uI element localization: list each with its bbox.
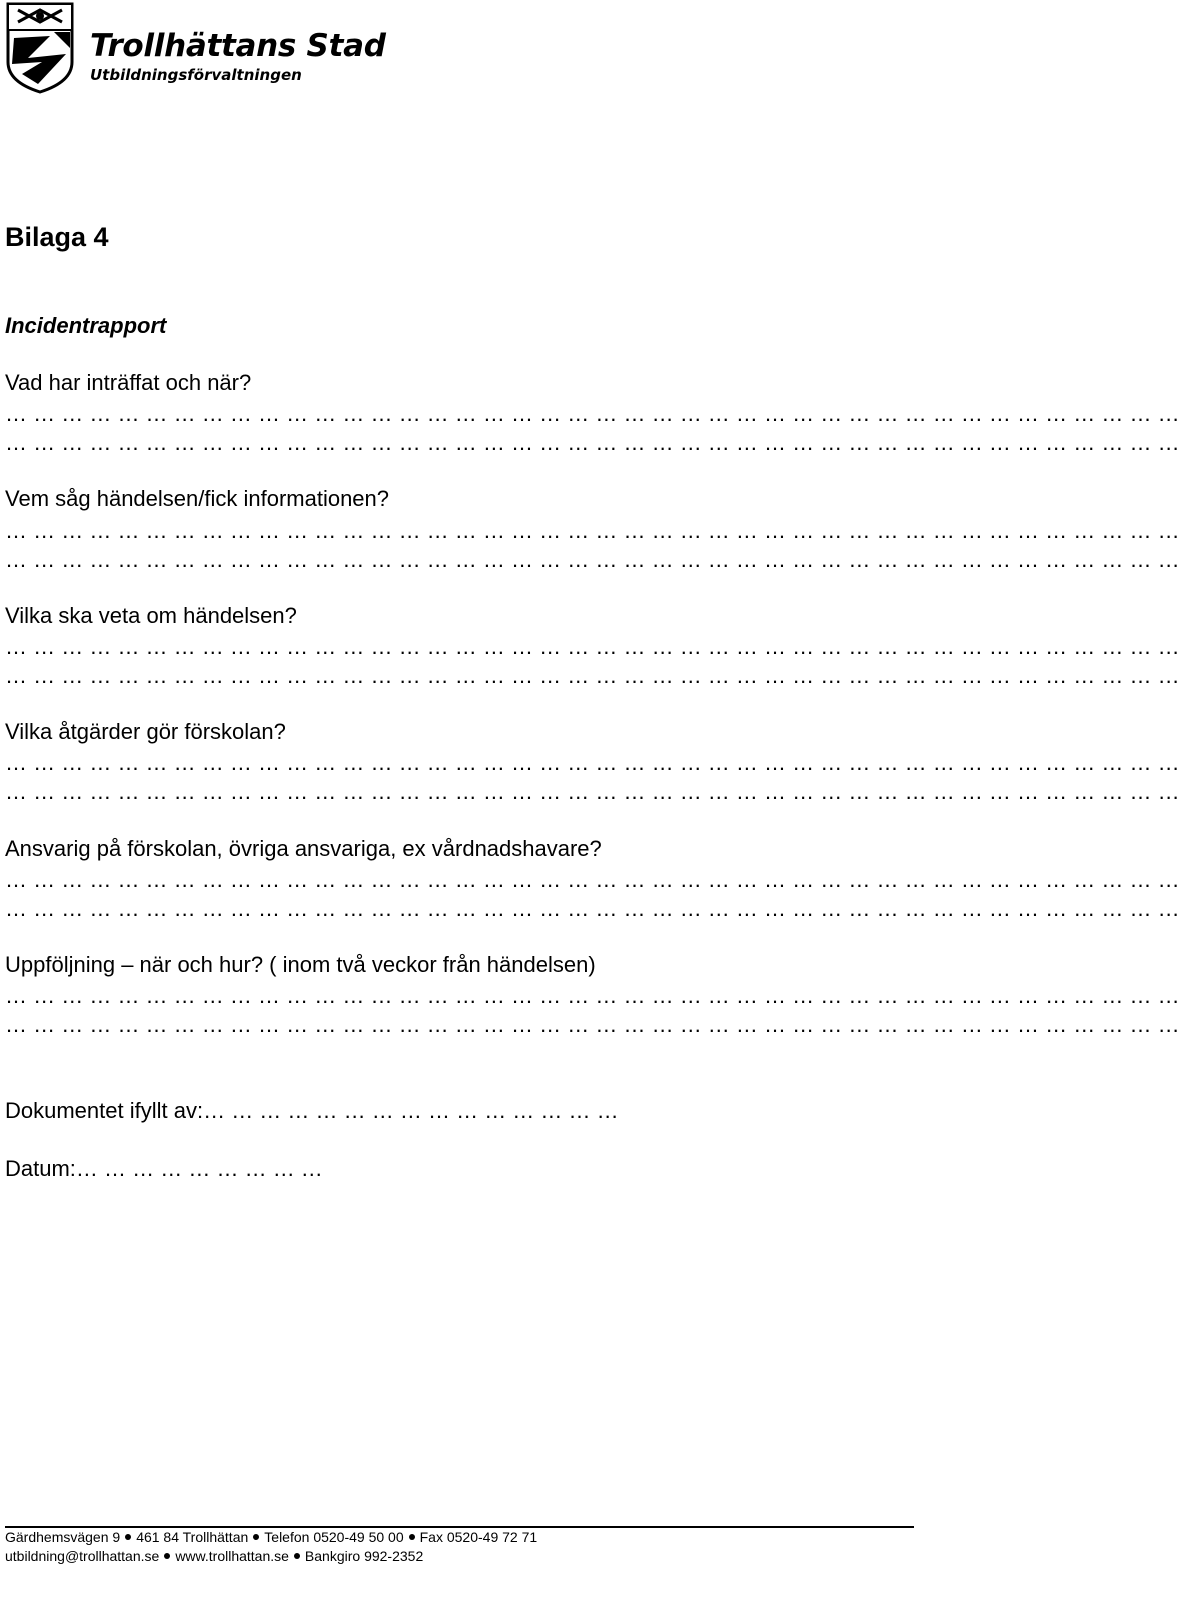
letterhead bbox=[4, 2, 424, 98]
document-title: Bilaga 4 bbox=[5, 222, 109, 252]
footer-web-line bbox=[5, 1548, 423, 1564]
question-label: Vad har inträffat och när? bbox=[5, 370, 252, 395]
department-name: Utbildningsförvaltningen bbox=[90, 66, 302, 84]
bullet-separator bbox=[125, 1534, 131, 1540]
footer-divider bbox=[5, 1526, 914, 1528]
footer-contact-line bbox=[5, 1529, 537, 1545]
answer-line[interactable]: … … … … … … … … … … … … … … … … … … … … … … … … … … … … … … … … … … … … … … … … … … bbox=[5, 430, 1180, 455]
answer-line[interactable]: … … … … … … … … … … … … … … … … … … … … … … … … … … … … … … … … … … … … … … … … … … bbox=[5, 634, 1180, 659]
document-subtitle: Incidentrapport bbox=[5, 313, 167, 338]
footer-fax: Fax 0520-49 72 71 bbox=[419, 1529, 538, 1545]
footer-website[interactable]: www.trollhattan.se bbox=[175, 1548, 289, 1564]
bullet-separator bbox=[409, 1534, 415, 1540]
bullet-separator bbox=[253, 1534, 259, 1540]
footer-bankgiro: Bankgiro 992-2352 bbox=[304, 1548, 424, 1564]
answer-line[interactable]: … … … … … … … … … … … … … … … … … … … … … … … … … … … … … … … … … … … … … … … … … … bbox=[5, 1012, 1180, 1037]
footer-postal: 461 84 Trollhättan bbox=[136, 1529, 249, 1545]
answer-line[interactable]: … … … … … … … … … … … … … … … … … … … … … … … … … … … … … … … … … … … … … … … … … … bbox=[5, 779, 1180, 804]
question-label: Vilka ska veta om händelsen? bbox=[5, 603, 297, 628]
question-label: Vilka åtgärder gör förskolan? bbox=[5, 719, 286, 744]
answer-line[interactable]: … … … … … … … … … … … … … … … … … … … … … … … … … … … … … … … … … … … … … … … … … … bbox=[5, 867, 1180, 892]
answer-line[interactable]: … … … … … … … … … … … … … … … … … … … … … … … … … … … … … … … … … … … … … … … … … … bbox=[5, 547, 1180, 572]
question-label: Vem såg händelsen/fick informationen? bbox=[5, 486, 390, 511]
footer-phone: Telefon 0520-49 50 00 bbox=[264, 1529, 404, 1545]
date-field[interactable]: Datum:… … … … … … … … … bbox=[5, 1156, 323, 1181]
question-label: Ansvarig på förskolan, övriga ansvariga, ex vårdnadshavare? bbox=[5, 836, 602, 861]
filled-by-field[interactable]: Dokumentet ifyllt av:… … … … … … … … … … … … … … … bbox=[5, 1098, 619, 1123]
organization-name: Trollhättans Stad bbox=[90, 28, 386, 64]
answer-line[interactable]: … … … … … … … … … … … … … … … … … … … … … … … … … … … … … … … … … … … … … … … … … … bbox=[5, 750, 1180, 775]
answer-line[interactable]: … … … … … … … … … … … … … … … … … … … … … … … … … … … … … … … … … … … … … … … … … … bbox=[5, 896, 1180, 921]
answer-line[interactable]: … … … … … … … … … … … … … … … … … … … … … … … … … … … … … … … … … … … … … … … … … … bbox=[5, 518, 1180, 543]
bullet-separator bbox=[294, 1553, 300, 1559]
footer-email[interactable]: utbildning@trollhattan.se bbox=[5, 1548, 160, 1564]
answer-line[interactable]: … … … … … … … … … … … … … … … … … … … … … … … … … … … … … … … … … … … … … … … … … … bbox=[5, 401, 1180, 426]
answer-line[interactable]: … … … … … … … … … … … … … … … … … … … … … … … … … … … … … … … … … … … … … … … … … … bbox=[5, 663, 1180, 688]
bullet-separator bbox=[164, 1553, 170, 1559]
footer-address: Gärdhemsvägen 9 bbox=[5, 1529, 121, 1545]
municipal-coat-of-arms-logo bbox=[4, 2, 76, 94]
answer-line[interactable]: … … … … … … … … … … … … … … … … … … … … … … … … … … … … … … … … … … … … … … … … … … bbox=[5, 983, 1180, 1008]
question-label: Uppföljning – när och hur? ( inom två veckor från händelsen) bbox=[5, 952, 596, 977]
